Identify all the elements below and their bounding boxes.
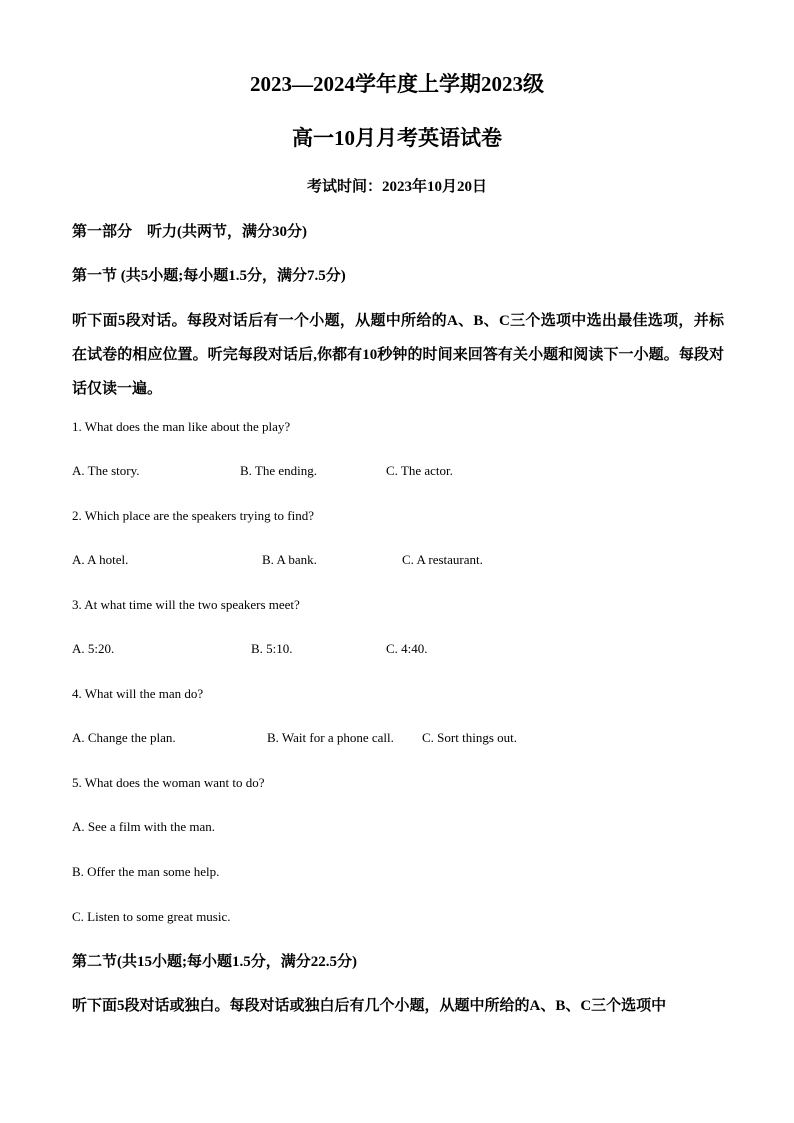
section1-heading: 第一节 (共5小题;每小题1.5分，满分7.5分) [72,268,346,284]
question-1-option-b: B. The ending. [240,463,318,478]
section1-instructions: 听下面5段对话。每段对话后有一个小题，从题中所给的A、B、C三个选项中选出最佳选项，并标在试卷的相应位置。听完每段对话后,你都有10秒钟的时间来回答有关小题和阅读下一小题。每段对话仅读一遍。 [72,313,724,397]
question-3-stem: 3. At what time will the two speakers meet? [72,597,300,612]
question-1-option-a: A. The story. [72,463,140,478]
question-5-option-a: A. See a film with the man. [72,819,215,834]
question-3-option-b: B. 5:10. [251,641,293,656]
question-5-option-b: B. Offer the man some help. [72,864,220,879]
question-4-option-a: A. Change the plan. [72,730,176,745]
question-4-option-b: B. Wait for a phone call. [267,730,394,745]
part1-heading: 第一部分 听力(共两节，满分30分) [72,224,307,240]
question-3-option-c: C. 4:40. [386,641,428,656]
section2-instructions: 听下面5段对话或独白。每段对话或独白后有几个小题，从题中所给的A、B、C三个选项中 [72,998,667,1014]
question-5-stem: 5. What does the woman want to do? [72,775,265,790]
question-4-option-c: C. Sort things out. [422,730,517,745]
section2-heading: 第二节(共15小题;每小题1.5分，满分22.5分) [72,954,357,970]
question-2-option-a: A. A hotel. [72,552,129,567]
question-2-option-b: B. A bank. [262,552,317,567]
question-5-option-c: C. Listen to some great music. [72,909,231,924]
exam-title-line2: 高一10月月考英语试卷 [292,126,502,150]
question-4-stem: 4. What will the man do? [72,686,204,701]
question-2-stem: 2. Which place are the speakers trying to find? [72,508,314,523]
exam-title-line1: 2023—2024学年度上学期2023级 [250,72,544,96]
question-2-option-c: C. A restaurant. [402,552,483,567]
question-1-option-c: C. The actor. [386,463,453,478]
question-1-stem: 1. What does the man like about the play? [72,419,291,434]
question-3-option-a: A. 5:20. [72,641,115,656]
exam-time: 考试时间：2023年10月20日 [306,179,487,195]
